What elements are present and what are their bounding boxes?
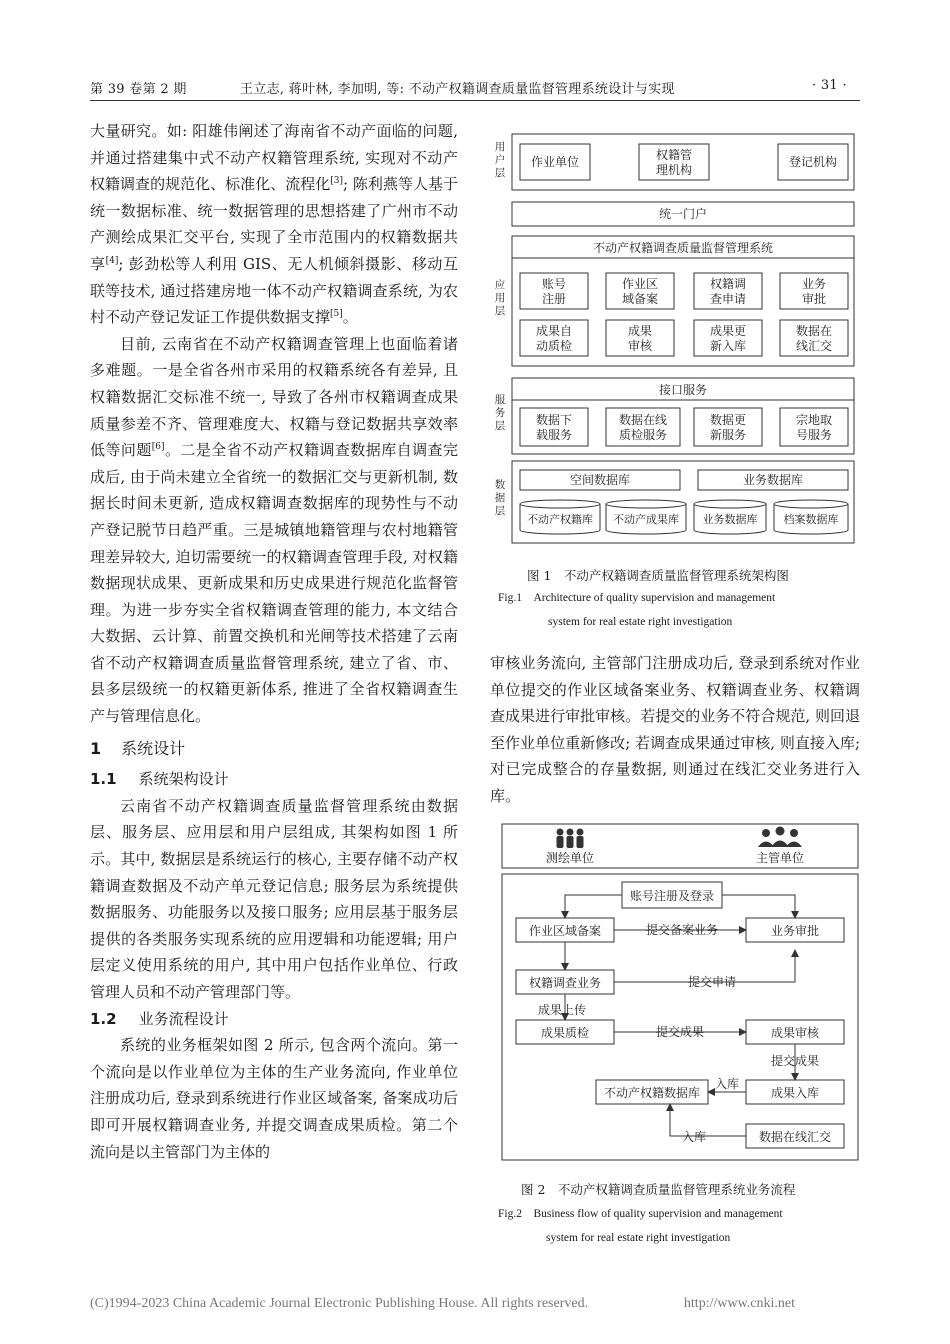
layer-label-user-1: 用 xyxy=(494,141,506,153)
submit-application-label: 提交申请 xyxy=(687,975,737,989)
paragraph-4: 系统的业务框架如图 2 所示, 包含两个流向。第一个流向是以作业单位为主体的生产业务流向, 作业单位注册成功后, 登录到系统进行作业区域备案, 备案成功后即可开展权籍调查业务, 并提交调查成果质检。第二个流向是以主管部门为主体的 xyxy=(90,1036,458,1161)
figure-1-caption-en-1: Fig.1 Architecture of quality supervision and management xyxy=(498,592,776,604)
figure-2-caption-en-1: Fig.2 Business flow of quality supervision and management xyxy=(498,1208,783,1220)
service-box-4-line-2: 号服务 xyxy=(795,428,833,442)
user-management-label-2: 理机构 xyxy=(655,163,693,177)
section-1-title: 系统设计 xyxy=(121,738,186,758)
result-review-label: 成果审核 xyxy=(770,1026,820,1040)
layer-label-data-2: 据 xyxy=(494,492,506,504)
survey-business-label: 权籍调查业务 xyxy=(528,976,602,990)
app-box-7-line-1: 成果更 xyxy=(709,324,747,338)
citation-3: [3] xyxy=(330,176,344,187)
layer-label-user-2: 户 xyxy=(494,154,506,166)
layer-label-app-2: 用 xyxy=(494,292,506,304)
app-box-3-line-2: 查申请 xyxy=(709,292,747,306)
actor-left-label: 测绘单位 xyxy=(545,851,595,865)
app-box-1-line-2: 注册 xyxy=(541,292,567,306)
layer-label-service-3: 层 xyxy=(494,420,506,432)
layer-label-app-3: 层 xyxy=(494,305,506,317)
section-1-1-number: 1.1 xyxy=(90,770,117,789)
area-filing-label: 作业区域备案 xyxy=(528,924,602,938)
result-into-db-label: 成果入库 xyxy=(770,1086,820,1100)
layer-label-data-1: 数 xyxy=(494,479,506,491)
submit-result-label: 提交成果 xyxy=(655,1025,705,1039)
section-1-number: 1 xyxy=(90,738,102,758)
section-1-1-heading xyxy=(90,766,458,793)
authority-unit-icon xyxy=(758,827,802,848)
figure-1-architecture xyxy=(488,128,860,558)
layer-label-service-2: 务 xyxy=(494,407,506,419)
app-box-7-line-2: 新入库 xyxy=(709,339,747,353)
interface-label: 接口服务 xyxy=(658,383,708,397)
app-box-5-line-1: 成果自 xyxy=(535,324,573,338)
section-1-2-heading xyxy=(90,1006,458,1033)
app-box-8-line-2: 线汇交 xyxy=(795,339,833,353)
app-box-2-line-2: 域备案 xyxy=(621,292,659,306)
into-db2-label: 入库 xyxy=(681,1130,707,1144)
citation-6: [6] xyxy=(151,442,165,453)
submit-filing-label: 提交备案业务 xyxy=(645,923,719,937)
cylinder-4-label: 档案数据库 xyxy=(783,513,839,526)
into-db-label: 入库 xyxy=(714,1077,740,1091)
para1-text-c: ; 彭劲松等人利用 GIS、无人机倾斜摄影、移动互联等技术, 通过搭建房地一体不动产权籍调查系统, 为农村不动产登记发证工作提供数据支撑 xyxy=(90,254,458,327)
figure-1-caption-cn: 图 1 不动产权籍调查质量监督管理系统架构图 xyxy=(527,568,789,583)
cylinder-2-label: 不动产成果库 xyxy=(613,513,679,526)
running-title: 王立志, 蒋叶林, 李加明, 等: 不动产权籍调查质量监督管理系统设计与实现 xyxy=(240,82,675,97)
result-upload-label: 成果上传 xyxy=(537,1003,587,1017)
submit-result2-label: 提交成果 xyxy=(770,1054,820,1068)
app-box-8-line-1: 数据在 xyxy=(795,324,833,338)
user-management-label-1: 权籍管 xyxy=(655,148,693,162)
business-approval-label: 业务审批 xyxy=(770,924,820,938)
app-box-2-line-1: 作业区 xyxy=(621,277,659,291)
figure-2-caption-en-2: system for real estate right investigation xyxy=(546,1232,731,1244)
section-1-heading xyxy=(90,736,458,763)
citation-5: [5] xyxy=(330,309,343,320)
header-rule xyxy=(90,100,860,101)
service-box-1-line-1: 数据下 xyxy=(535,413,573,427)
online-collect-label: 数据在线汇交 xyxy=(758,1130,832,1144)
service-box-2-line-1: 数据在线 xyxy=(618,413,668,427)
figure-1-caption-en-2: system for real estate right investigation xyxy=(548,616,733,628)
left-column xyxy=(90,118,458,1165)
system-title-label: 不动产权籍调查质量监督管理系统 xyxy=(592,241,774,255)
para1-end: 。 xyxy=(342,308,358,327)
page-number: · 31 · xyxy=(812,78,847,93)
paragraph-5: 审核业务流向, 主管部门注册成功后, 登录到系统对作业单位提交的作业区域备案业务、权籍调查业务、权籍调查成果进行审批审核。若提交的业务不符合规范, 则回退至作业单位重新修改; 若调查成果通过审核, 则直接入库; 对已完成整合的存量数据, 则通过在线汇交业务进行入库。 xyxy=(490,654,860,805)
app-box-5-line-2: 动质检 xyxy=(535,339,573,353)
paragraph-1 xyxy=(90,118,458,331)
para1-text-a: 大量研究。如: 阳雄伟阐述了海南省不动产面临的问题, 并通过搭建集中式不动产权籍管理系统, 实现对不动产权籍调查的规范化、标准化、流程化 xyxy=(90,122,458,194)
app-box-6-line-2: 审核 xyxy=(627,339,653,353)
section-1-2-title: 业务流程设计 xyxy=(138,1009,229,1028)
service-box-3-line-2: 新服务 xyxy=(709,428,747,442)
app-box-4-line-2: 审批 xyxy=(801,292,827,306)
database-label: 不动产权籍数据库 xyxy=(603,1086,701,1100)
result-qc-label: 成果质检 xyxy=(540,1026,590,1040)
app-box-6-line-1: 成果 xyxy=(627,324,653,338)
section-1-1-title: 系统架构设计 xyxy=(138,770,229,789)
app-box-1-line-1: 账号 xyxy=(541,277,567,291)
citation-4: [4] xyxy=(105,255,119,266)
cylinder-1-label: 不动产权籍库 xyxy=(527,513,593,526)
figure-2-caption-cn: 图 2 不动产权籍调查质量监督管理系统业务流程 xyxy=(521,1182,796,1197)
actor-right-label: 主管单位 xyxy=(755,851,805,865)
figure-2-business-flow xyxy=(498,822,860,1162)
layer-label-app-1: 应 xyxy=(494,279,506,291)
service-box-4-line-1: 宗地取 xyxy=(795,413,833,427)
para1-text-b: ; 陈利燕等人基于统一数据标准、统一数据管理的思想搭建了广州市不动产测绘成果汇交平台, 实现了全市范围内的权籍数据共享 xyxy=(90,175,458,273)
journal-volume: 第 39 卷第 2 期 xyxy=(90,82,187,97)
section-1-2-number: 1.2 xyxy=(90,1009,117,1028)
portal-label: 统一门户 xyxy=(658,207,708,221)
right-column xyxy=(490,650,860,810)
app-box-4-line-1: 业务 xyxy=(801,277,827,291)
surveying-unit-icon xyxy=(557,829,584,849)
flow-frame xyxy=(502,874,858,1160)
service-box-3-line-1: 数据更 xyxy=(709,413,747,427)
layer-label-user-3: 层 xyxy=(494,167,506,179)
layer-label-service-1: 服 xyxy=(494,394,506,406)
paragraph-2 xyxy=(90,331,458,730)
para2-text-a: 目前, 云南省在不动产权籍调查管理上也面临着诸多难题。一是全省各州市采用的权籍系统各有差异, 且权籍数据汇交标准不统一, 导致了各州市权籍调查成果质量参差不齐、管理难度大、权籍与登记数据共享效率低等问题 xyxy=(90,334,458,460)
login-label: 账号注册及登录 xyxy=(629,889,715,903)
spatial-db-label: 空间数据库 xyxy=(569,473,631,487)
user-work-unit-label: 作业单位 xyxy=(530,155,580,169)
app-box-3-line-1: 权籍调 xyxy=(709,277,747,291)
cylinder-3-label: 业务数据库 xyxy=(702,513,758,526)
paragraph-3: 云南省不动产权籍调查质量监督管理系统由数据层、服务层、应用层和用户层组成, 其架构如图 1 所示。其中, 数据层是系统运行的核心, 主要存储不动产权籍调查数据及不动产单元登记信息; 服务层为系统提供数据服务、功能服务以及接口服务; 应用层基于服务层提供的各类服务实现系统的应用逻辑和功能逻辑; 用户层定义使用系统的用户, 其中用户包括作业单位、行政管理人员和不动产管理部门等。 xyxy=(90,796,458,1001)
footer xyxy=(90,1296,870,1312)
layer-label-data-3: 层 xyxy=(494,505,506,517)
copyright-text: (C)1994-2023 China Academic Journal Electronic Publishing House. All rights reserved. xyxy=(90,1296,589,1311)
para2-text-b: 。二是全省不动产权籍调查数据库自调查完成后, 由于尚未建立全省统一的数据汇交与更新机制, 数据长时间未更新, 造成权籍调查数据库的现势性与不动产登记脱节日趋严重。三是城镇地籍管理与农村地籍管理差异较大, 迫切需要统一的权籍调查管理手段, 对权籍数据现状成果、更新成果和历史成果进行规范化监督管理。为进一步夯实全省权籍调查管理的能力, 本文结合大数据、云计算、前置交换机和光闸等技术搭建了云南省不动产权籍调查质量监督管理系统, 建立了省、市、县多层级统一的权籍更新体系, 推进了全省权籍调查生产与管理信息化。 xyxy=(90,441,458,726)
business-db-label: 业务数据库 xyxy=(742,473,804,487)
service-box-2-line-2: 质检服务 xyxy=(618,428,668,442)
user-registration-label: 登记机构 xyxy=(788,155,838,169)
cnki-url[interactable]: http://www.cnki.net xyxy=(683,1296,795,1311)
service-box-1-line-2: 载服务 xyxy=(535,428,573,442)
